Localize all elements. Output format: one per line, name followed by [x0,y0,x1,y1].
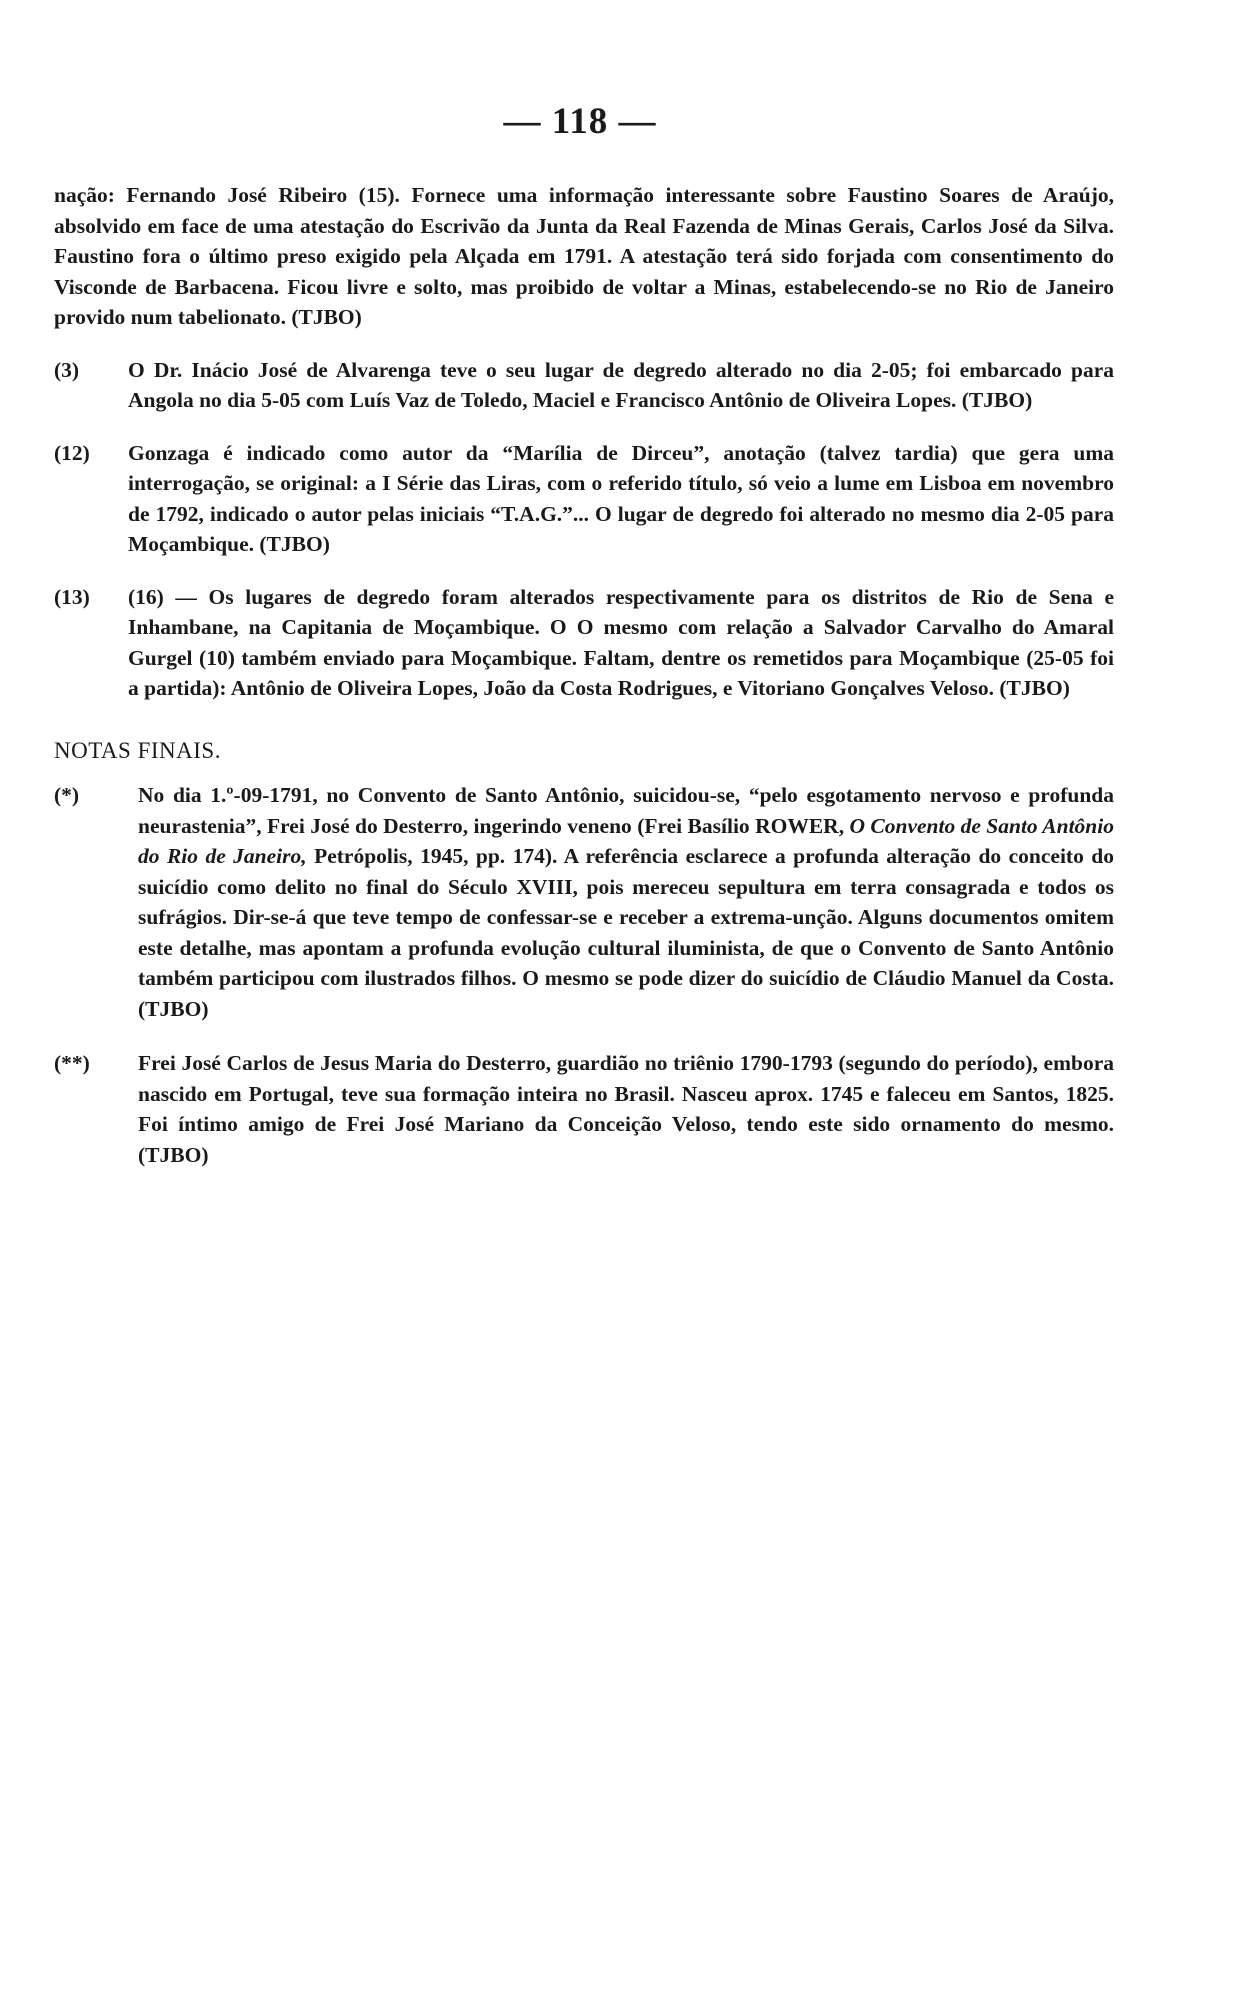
final-note-marker: (*) [54,783,80,807]
final-note-2 [54,1048,1114,1170]
final-note-marker: (**) [54,1051,90,1075]
footnote-3 [54,355,1114,416]
section-heading-notas-finais: NOTAS FINAIS. [54,737,221,763]
footnote-13 [54,582,1114,704]
final-note-text-b: Petrópolis, 1945, pp. 174). A referência esclarece a profunda alteração do conceito do suicídio como delito no final do Século XVIII, pois mereceu sepultura em terra consagrada e todos os sufrágios. Dir-se-á que teve tempo de confessar-se e receber a extrema-unção. Alguns documentos omitem este detalhe, mas apontam a profunda evolução cultural iluminista, de que o Convento de Santo Antônio também participou com ilustrados filhos. O mesmo se pode dizer do suicídio de Cláudio Manuel da Costa. (TJBO) [138,844,1114,1021]
footnote-12 [54,438,1114,560]
footnote-text: O Dr. Inácio José de Alvarenga teve o seu lugar de degredo alterado no dia 2-05; foi embarcado para Angola no dia 5-05 com Luís Vaz de Toledo, Maciel e Francisco Antônio de Oliveira Lopes. (TJBO) [128,357,1114,412]
final-note-1 [54,780,1114,1024]
footnote-text: (16) — Os lugares de degredo foram alterados respectivamente para os distritos de Rio de Sena e Inhambane, na Capitania de Moçambique. O O mesmo com relação a Salvador Carvalho do Amaral Gurgel (10) também enviado para Moçambique. Faltam, dentre os remetidos para Moçambique (25-05 foi a partida): Antônio de Oliveira Lopes, João da Costa Rodrigues, e Vitoriano Gonçalves Veloso. (TJBO) [128,584,1114,700]
footnote-marker: (12) [54,440,90,465]
final-note-text [138,780,1114,1024]
footnote-text: Gonzaga é indicado como autor da “Marília de Dirceu”, anotação (talvez tardia) que gera uma interrogação, se original: a I Série das Liras, com o referido título, só veio a lume em Lisboa em novembro de 1792, indicado o autor pelas iniciais “T.A.G.”... O lugar de degredo foi alterado no mesmo dia 2-05 para Moçambique. (TJBO) [128,440,1114,556]
page-number: — 118 — [503,101,657,142]
footnote-marker: (13) [54,584,90,609]
intro-paragraph: nação: Fernando José Ribeiro (15). Fornece uma informação interessante sobre Faustino Soares de Araújo, absolvido em face de uma atestação do Escrivão da Junta da Real Fazenda de Minas Gerais, Carlos José da Silva. Faustino fora o último preso exigido pela Alçada em 1791. A atestação terá sido forjada com consentimento do Visconde de Barbacena. Ficou livre e solto, mas proibido de voltar a Minas, estabelecendo-se no Rio de Janeiro provido num tabelionato. (TJBO) [54,183,1114,329]
final-note-text: Frei José Carlos de Jesus Maria do Desterro, guardião no triênio 1790-1793 (segundo do período), embora nascido em Portugal, teve sua formação inteira no Brasil. Nasceu aprox. 1745 e faleceu em Santos, 1825. Foi íntimo amigo de Frei José Mariano da Conceição Veloso, tendo este sido ornamento do mesmo. (TJBO) [138,1051,1114,1167]
final-note-text-a: No dia 1.º-09-1791, no Convento de Santo Antônio, suicidou-se, “pelo esgotamento nervoso e profunda neurastenia”, Frei José do Desterro, ingerindo veneno (Frei Basílio ROWER, [138,783,1114,838]
document-body [54,180,1114,1170]
book-title: O Convento de Santo Antônio do Rio de Janeiro, [138,813,1114,868]
footnote-marker: (3) [54,357,80,382]
